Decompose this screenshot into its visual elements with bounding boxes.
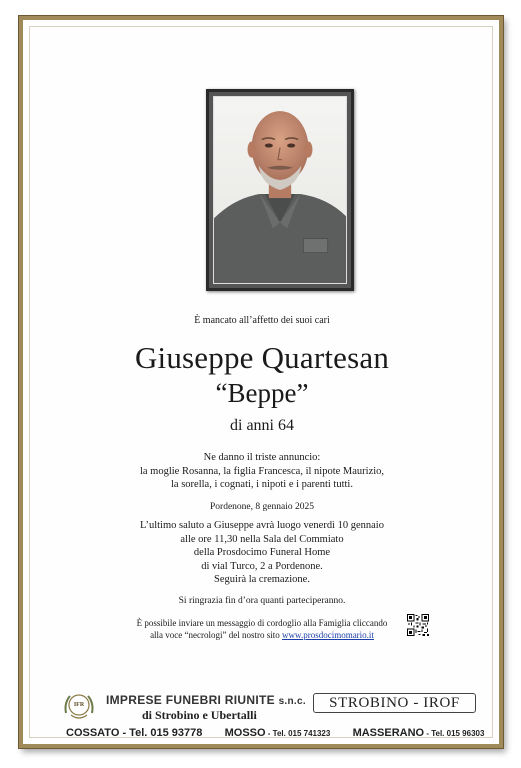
website-link[interactable]: www.prosdocimomario.it bbox=[282, 630, 374, 640]
contact-phone: Tel. 015 93778 bbox=[129, 727, 203, 739]
place-date: Pordenone, 8 gennaio 2025 bbox=[210, 502, 314, 512]
deceased-nickname: “Beppe” bbox=[215, 378, 309, 408]
company-logo bbox=[62, 691, 96, 721]
funeral-line: Seguirà la cremazione. bbox=[214, 574, 310, 585]
funeral-line: di vial Turco, 2 a Pordenone. bbox=[201, 560, 323, 572]
announcement-line: la sorella, i cognati, i nipoti e i parenti tutti. bbox=[171, 479, 353, 490]
funeral-line: della Prosdocimo Funeral Home bbox=[193, 547, 331, 558]
funeral-line: alle ore 11,30 nella Sala del Commiato bbox=[180, 533, 344, 545]
company-suffix: s.n.c. bbox=[278, 696, 306, 707]
announcement-block bbox=[30, 451, 494, 492]
announcement-line: la moglie Rosanna, la figlia Francesca, il nipote Maurizio, bbox=[139, 465, 385, 477]
card-inner-border bbox=[29, 26, 493, 738]
thanks-text: Si ringrazia fin d’ora quanti parteciperanno. bbox=[178, 596, 346, 606]
condolence-line: È possibile inviare un messaggio di cordoglio alla Famiglia cliccando bbox=[136, 618, 388, 628]
funeral-line: L’ultimo saluto a Giuseppe avrà luogo venerdì 10 gennaio bbox=[140, 520, 384, 531]
obituary-card bbox=[19, 16, 503, 748]
condolence-prefix: alla voce “necrologi” del nostro sito bbox=[150, 630, 283, 640]
intro-text: È mancato all’affetto dei suoi cari bbox=[194, 315, 330, 326]
company-name bbox=[106, 693, 306, 707]
contact-phone: Tel. 015 741323 bbox=[272, 729, 331, 738]
contact-city: COSSATO bbox=[66, 727, 120, 739]
contact-phone: Tel. 015 96303 bbox=[431, 729, 485, 738]
portrait-frame bbox=[206, 89, 354, 291]
contact-city: MASSERANO bbox=[352, 727, 425, 739]
company-owners: di Strobino e Ubertalli bbox=[142, 708, 257, 722]
announcement-line: Ne danno il triste annuncio: bbox=[203, 452, 321, 463]
portrait-photo bbox=[213, 96, 347, 284]
deceased-age: di anni 64 bbox=[230, 417, 294, 434]
contact-line: COSSATO - Tel. 015 93778 MOSSO - Tel. 015 741323 MASSERANO - Tel. 015 96303 bbox=[66, 727, 485, 739]
logo-letters: IFR bbox=[73, 702, 85, 708]
qr-code-icon[interactable] bbox=[407, 614, 429, 636]
deceased-name: Giuseppe Quartesan bbox=[134, 340, 390, 375]
funeral-details bbox=[30, 519, 494, 587]
condolence-note bbox=[90, 617, 434, 641]
condolence-line bbox=[90, 629, 434, 641]
brand-label: STROBINO - IROF bbox=[313, 693, 476, 713]
company-name-main: IMPRESE FUNEBRI RIUNITE bbox=[106, 693, 275, 707]
contact-city: MOSSO bbox=[224, 727, 266, 739]
